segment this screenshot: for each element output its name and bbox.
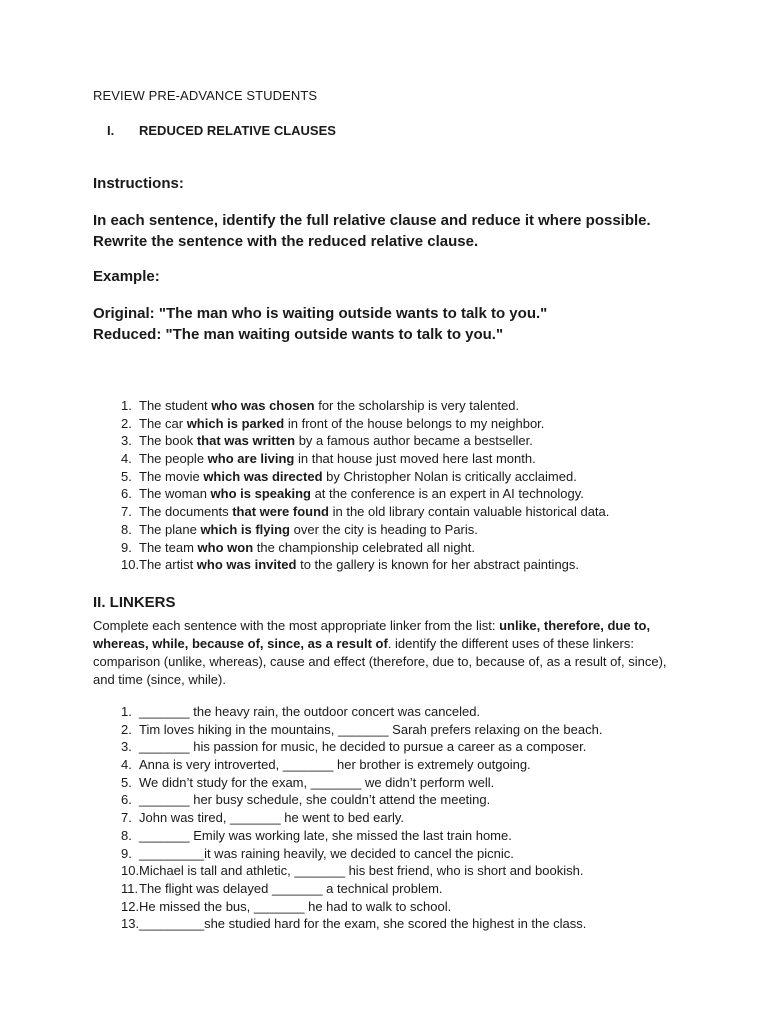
list-item-text (139, 433, 533, 448)
list-item-text: _______ her busy schedule, she couldn’t attend the meeting. (139, 792, 491, 808)
list-item-number-text: 11. (121, 880, 139, 896)
list-item-text: _______ the heavy rain, the outdoor concert was canceled. (139, 704, 481, 719)
list-item (93, 721, 602, 739)
relative-clause: that were found (232, 504, 329, 520)
list-item-number-text: 4. (121, 451, 132, 467)
list-item-number (93, 845, 139, 863)
list-item-number (93, 415, 139, 433)
list-item (93, 468, 609, 486)
sentence-end: for the scholarship is very talented. (314, 398, 520, 413)
list-item-number (93, 556, 139, 574)
list-item-text (139, 416, 544, 431)
example-reduced: Reduced: "The man waiting outside wants to talk to you." (93, 326, 504, 343)
list-item-number (93, 827, 139, 845)
list-item-number-text: 7. (121, 504, 132, 520)
list-item-number (93, 809, 139, 827)
list-item-number-text: 9. (121, 845, 132, 861)
list-item-number-text: 6. (121, 792, 132, 808)
list-item-number (93, 432, 139, 450)
sentence-start: The book (139, 433, 197, 449)
list-item-number (93, 397, 139, 415)
sentence-end: the championship celebrated all night. (253, 539, 476, 555)
section2-instructions-post: . identify the different uses of these linkers: comparison (unlike, whereas), cause and effect (therefore, due to, because of, as a result of, since), and time (since, while). (93, 636, 667, 687)
list-item-number (93, 738, 139, 756)
list-item-text (139, 540, 475, 555)
sentence-start: The car (139, 415, 187, 431)
list-item-number-text: 1. (121, 704, 132, 719)
relative-clause: who won (197, 539, 254, 555)
sentence-start: The artist (139, 557, 197, 573)
sentence-start: The team (139, 539, 198, 555)
linker-exercise-list (93, 703, 602, 933)
instructions-label: Instructions: (93, 175, 184, 192)
sentence-start: The people (139, 451, 208, 467)
sentence-end: in that house just moved here last month. (294, 451, 536, 467)
list-item-text: We didn’t study for the exam, _______ we didn’t perform well. (139, 774, 495, 790)
list-item-text (139, 522, 478, 537)
list-item-number (93, 539, 139, 557)
relative-clause: which is flying (200, 521, 291, 537)
list-item (93, 503, 609, 521)
list-item-number (93, 521, 139, 539)
list-item (93, 791, 602, 809)
section2-instructions (93, 617, 683, 689)
list-item-number (93, 721, 139, 739)
list-item-number-text: 8. (121, 521, 132, 537)
list-item (93, 397, 609, 415)
list-item (93, 432, 609, 450)
sentence-end: in front of the house belongs to my neighbor. (284, 415, 545, 431)
list-item (93, 898, 602, 916)
relative-clause: that was written (196, 433, 296, 449)
list-item-text: _______ his passion for music, he decided to pursue a career as a composer. (139, 739, 587, 755)
list-item (93, 738, 602, 756)
list-item-number-text: 5. (121, 774, 132, 790)
list-item (93, 845, 602, 863)
list-item (93, 556, 609, 574)
section1-heading (107, 123, 336, 138)
list-item (93, 862, 602, 880)
list-item-number-text: 8. (121, 827, 132, 843)
list-item-number (93, 703, 139, 721)
list-item-number-text: 12. (121, 898, 140, 914)
list-item-number-text: 10. (121, 863, 140, 879)
example-label: Example: (93, 268, 160, 285)
list-item (93, 485, 609, 503)
relative-clause-list (93, 397, 609, 574)
list-item-text (139, 451, 536, 466)
list-item (93, 774, 602, 792)
list-item-text: _________she studied hard for the exam, she scored the highest in the class. (139, 916, 587, 932)
sentence-start: The woman (139, 486, 211, 502)
list-item-text: John was tired, _______ he went to bed early. (139, 810, 404, 826)
list-item-number-text: 2. (121, 721, 132, 737)
list-item-number-text: 1. (121, 398, 132, 413)
list-item-text (139, 469, 577, 484)
list-item (93, 915, 602, 933)
list-item-number-text: 10. (121, 557, 140, 573)
list-item-number (93, 774, 139, 792)
sentence-start: The plane (139, 521, 201, 537)
list-item (93, 809, 602, 827)
section2-instructions-pre: Complete each sentence with the most appropriate linker from the list: (93, 618, 500, 633)
list-item-number-text: 13. (121, 916, 140, 932)
example-original: Original: "The man who is waiting outside wants to talk to you." (93, 305, 548, 322)
sentence-end: in the old library contain valuable historical data. (329, 504, 610, 520)
sentence-end: by Christopher Nolan is critically acclaimed. (322, 468, 577, 484)
list-item-text: _________it was raining heavily, we decided to cancel the picnic. (139, 845, 514, 861)
sentence-start: The student (139, 398, 212, 413)
list-item-text: He missed the bus, _______ he had to walk to school. (139, 898, 452, 914)
section1-title: REDUCED RELATIVE CLAUSES (139, 123, 336, 138)
list-item-number (93, 468, 139, 486)
instructions-text: In each sentence, identify the full relative clause and reduce it where possible. Rewrite the sentence with the reduced relative clause. (93, 212, 651, 250)
list-item-number (93, 485, 139, 503)
document-title: REVIEW PRE-ADVANCE STUDENTS (93, 88, 318, 103)
list-item-text (139, 504, 609, 519)
list-item-number-text: 7. (121, 810, 132, 826)
list-item-number-text: 3. (121, 739, 132, 755)
list-item-number (93, 756, 139, 774)
sentence-end: at the conference is an expert in AI technology. (310, 486, 584, 502)
list-item (93, 539, 609, 557)
list-item-number (93, 791, 139, 809)
list-item-number-text: 5. (121, 468, 132, 484)
sentence-start: The documents (139, 504, 233, 520)
list-item (93, 703, 602, 721)
list-item (93, 756, 602, 774)
list-item-number-text: 3. (121, 433, 132, 449)
sentence-end: over the city is heading to Paris. (290, 521, 478, 537)
relative-clause: which was directed (203, 468, 323, 484)
relative-clause: who was chosen (211, 398, 315, 413)
list-item (93, 521, 609, 539)
relative-clause: who is speaking (210, 486, 311, 502)
list-item-text (139, 557, 579, 572)
list-item-text: _______ Emily was working late, she missed the last train home. (139, 827, 512, 843)
list-item-number-text: 4. (121, 757, 132, 773)
sentence-end: to the gallery is known for her abstract paintings. (296, 557, 580, 573)
list-item-number (93, 915, 139, 933)
list-item-text (139, 486, 584, 501)
list-item (93, 450, 609, 468)
list-item (93, 827, 602, 845)
list-item-number (93, 880, 139, 898)
list-item (93, 415, 609, 433)
section2-heading: II. LINKERS (93, 594, 176, 611)
list-item-number (93, 503, 139, 521)
list-item-text: Tim loves hiking in the mountains, _______ Sarah prefers relaxing on the beach. (139, 721, 603, 737)
list-item-text: The flight was delayed _______ a technical problem. (139, 880, 443, 896)
list-item-number (93, 450, 139, 468)
list-item-number-text: 2. (121, 415, 132, 431)
list-item-text: Michael is tall and athletic, _______ his best friend, who is short and bookish. (139, 863, 584, 879)
relative-clause: who are living (207, 451, 295, 467)
list-item-number-text: 9. (121, 539, 132, 555)
sentence-start: The movie (139, 468, 204, 484)
relative-clause: which is parked (186, 415, 285, 431)
linker-word-list: unlike, therefore, due to, whereas, while, because of, since, as a result of (93, 618, 651, 651)
sentence-end: by a famous author became a bestseller. (295, 433, 533, 449)
list-item-text (139, 398, 519, 413)
list-item (93, 880, 602, 898)
section1-number: I. (107, 123, 115, 138)
list-item-number (93, 898, 139, 916)
list-item-number-text: 6. (121, 486, 132, 502)
relative-clause: who was invited (196, 557, 297, 573)
list-item-text: Anna is very introverted, _______ her brother is extremely outgoing. (139, 757, 531, 773)
list-item-number (93, 862, 139, 880)
